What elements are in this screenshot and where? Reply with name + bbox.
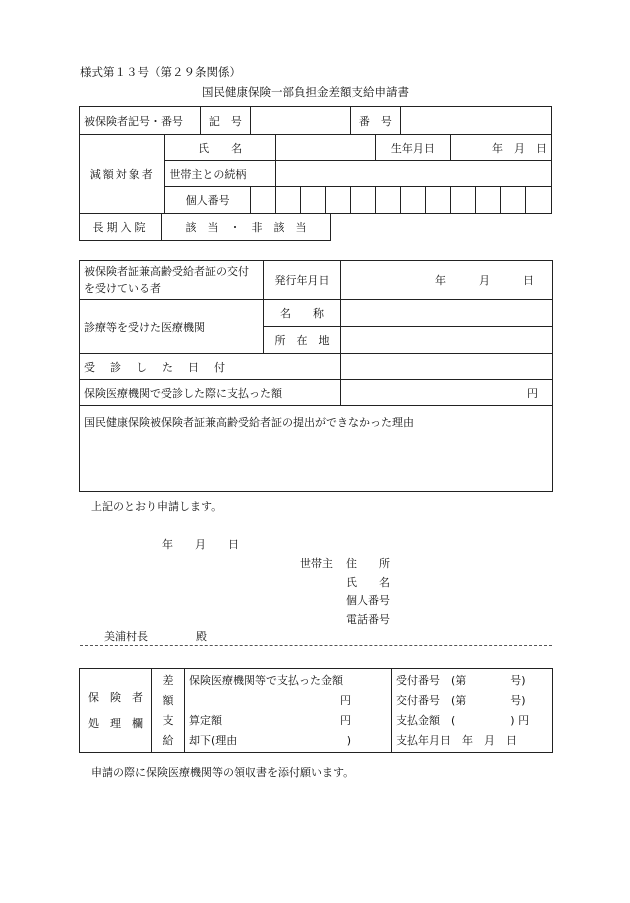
diff-char: 給 [162, 733, 174, 747]
facility-address-label: 所 在 地 [264, 327, 341, 354]
facility-address-field[interactable] [341, 327, 553, 354]
symbol-field[interactable] [250, 107, 350, 135]
recipient: 美浦村長 [104, 630, 148, 643]
rejected-label: 却下(理由 [189, 733, 238, 747]
personal-number-digit[interactable] [450, 187, 475, 214]
name-field[interactable] [275, 135, 375, 161]
footer-note: 申請の際に保険医療機関等の領収書を添付願います。 [91, 766, 355, 779]
reason-label: 国民健康保険被保険者証兼高齢受給者証の提出ができなかった理由 [84, 416, 414, 429]
rejected-close: ) [346, 733, 351, 747]
amount-paid-field[interactable]: 円 [341, 380, 553, 406]
insurer-column-label [80, 669, 152, 753]
application-statement: 上記のとおり申請します。 [91, 500, 223, 513]
amount-paid-label: 保険医療機関で受診した際に支払った額 [80, 380, 341, 406]
number-field[interactable] [400, 107, 551, 135]
cert-holder-label: 被保険者証兼高齢受給者証の交付を受けている者 [80, 261, 264, 300]
visit-date-field[interactable] [341, 354, 553, 380]
birthdate-field[interactable]: 年 月 日 [450, 135, 551, 161]
personal-number-digit[interactable] [400, 187, 425, 214]
relation-field[interactable] [275, 161, 551, 187]
householder-label: 世帯主 [300, 557, 333, 570]
issue-date-label: 発行年月日 [264, 261, 341, 300]
processing-table [79, 668, 553, 753]
facility-name-field[interactable] [341, 300, 553, 327]
application-date[interactable]: 年 月 日 [162, 538, 239, 551]
divider [80, 645, 552, 646]
personal-number-digit[interactable] [325, 187, 350, 214]
target-person-label: 減額対象者 [80, 135, 165, 214]
address-label: 住 所 [346, 557, 390, 570]
issue-number[interactable]: 交付番号 (第 号) [396, 693, 526, 707]
medical-info-table [79, 260, 553, 492]
long-stay-choice[interactable]: 該 当 ・ 非 該 当 [162, 214, 331, 241]
honorific: 殿 [196, 630, 207, 643]
long-stay-table [79, 213, 331, 241]
number-label: 番 号 [350, 107, 400, 135]
phone-label: 電話番号 [346, 613, 390, 626]
insurer-label: 保 険 者 [88, 690, 143, 704]
long-stay-label: 長期入院 [80, 214, 162, 241]
symbol-label: 記 号 [200, 107, 250, 135]
insured-info-table [79, 106, 552, 214]
facility-name-label: 名 称 [264, 300, 341, 327]
personal-number-digit[interactable] [425, 187, 450, 214]
column-label: 処 理 欄 [88, 716, 143, 730]
calculated-label: 算定額 [189, 713, 222, 727]
applicant-personal-number-label: 個人番号 [346, 594, 390, 607]
receipt-number[interactable]: 受付番号 (第 号) [396, 673, 526, 687]
relation-label: 世帯主との続柄 [165, 161, 275, 187]
diff-char: 支 [162, 713, 174, 727]
calc-cell [185, 669, 392, 753]
reason-field[interactable] [80, 406, 553, 492]
admin-cell [392, 669, 553, 753]
facility-label: 診療等を受けた医療機関 [80, 300, 264, 354]
diff-char: 額 [162, 693, 174, 707]
visit-date-label: 受 診 し た 日 付 [80, 354, 341, 380]
paid-at-facility-field[interactable]: 円 [340, 693, 351, 707]
applicant-name-label: 氏 名 [346, 576, 390, 589]
personal-number-digit[interactable] [500, 187, 525, 214]
paid-at-facility-label: 保険医療機関等で支払った金額 [189, 673, 343, 687]
diff-payment-label [152, 669, 185, 753]
personal-number-digit[interactable] [525, 187, 551, 214]
birthdate-label: 生年月日 [375, 135, 450, 161]
calculated-yen: 円 [340, 713, 351, 727]
personal-number-digit[interactable] [350, 187, 375, 214]
personal-number-digit[interactable] [475, 187, 500, 214]
issue-date-field[interactable]: 年 月 日 [341, 261, 553, 300]
personal-number-digit[interactable] [250, 187, 275, 214]
personal-number-digit[interactable] [275, 187, 300, 214]
diff-char: 差 [162, 673, 174, 687]
personal-number-digit[interactable] [300, 187, 325, 214]
rejected-row[interactable] [189, 731, 351, 751]
personal-number-label: 個人番号 [165, 187, 250, 214]
form-number: 様式第１３号（第２９条関係） [80, 65, 241, 79]
insured-symbol-number-label: 被保険者記号・番号 [80, 107, 201, 135]
name-label: 氏 名 [165, 135, 275, 161]
payment-amount[interactable]: 支払金額 ( ) 円 [396, 713, 530, 727]
calculated-row[interactable] [189, 711, 351, 731]
payment-date[interactable]: 支払年月日 年 月 日 [396, 733, 517, 747]
personal-number-digit[interactable] [375, 187, 400, 214]
form-title: 国民健康保険一部負担金差額支給申請書 [202, 85, 409, 99]
